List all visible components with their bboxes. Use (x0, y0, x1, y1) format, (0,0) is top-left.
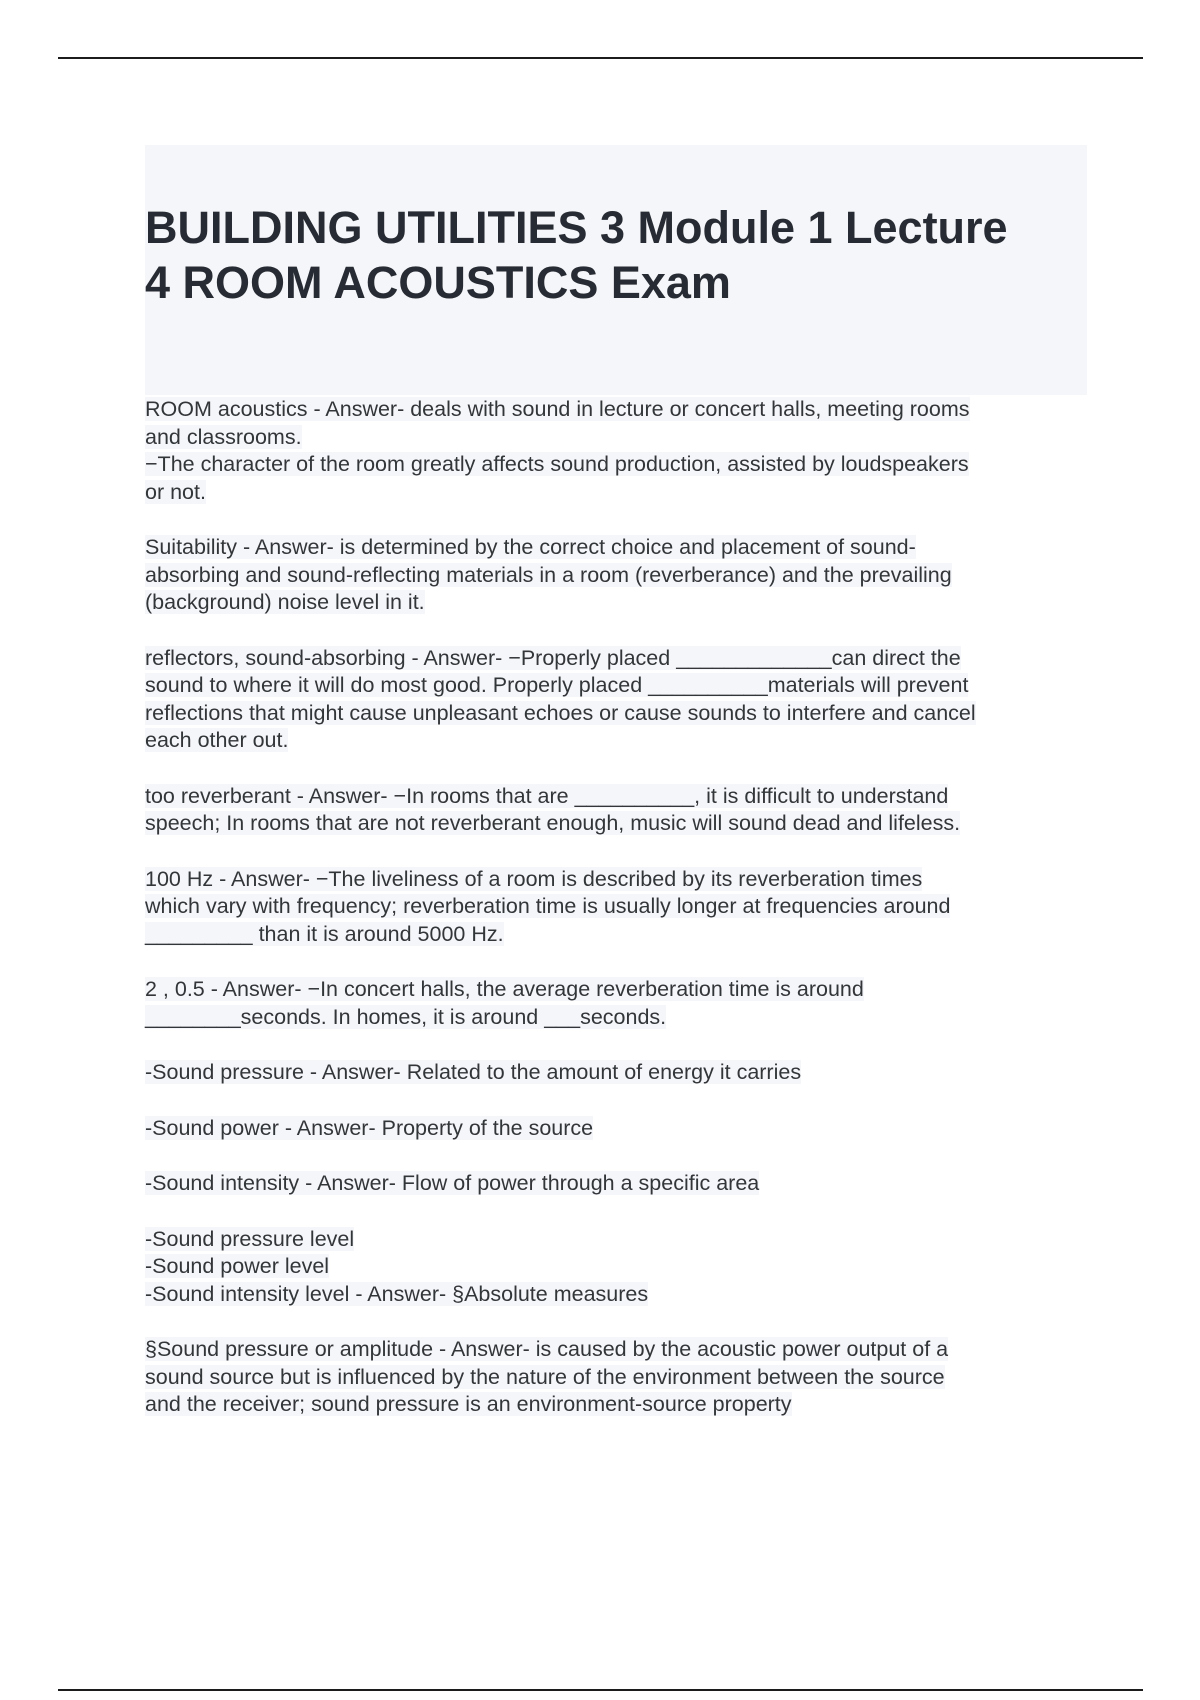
entry-text-line: 100 Hz - Answer- −The liveliness of a room is described by its reverberation times (145, 866, 923, 891)
entry-text-line: too reverberant - Answer- −In rooms that are __________, it is difficult to understand (145, 783, 949, 808)
qa-entry (145, 396, 1087, 506)
entry-text-line: §Sound pressure or amplitude - Answer- is caused by the acoustic power output of a (145, 1337, 949, 1361)
entry-text-line: −The character of the room greatly affects sound production, assisted by loudspeakers (145, 452, 969, 476)
entry-text-line: ROOM acoustics - Answer- deals with sound in lecture or concert halls, meeting rooms (145, 397, 970, 421)
qa-entry (145, 1170, 1087, 1198)
entry-text-line: reflections that might cause unpleasant echoes or cause sounds to interfere and cancel (145, 700, 976, 725)
entry-text-line: or not. (145, 479, 206, 504)
qa-entry (145, 1059, 1087, 1087)
entry-text-line: -Sound pressure - Answer- Related to the amount of energy it carries (145, 1060, 802, 1084)
entry-text-line: (background) noise level in it. (145, 590, 425, 614)
entry-text-line: 2 , 0.5 - Answer- −In concert halls, the average reverberation time is around (145, 977, 864, 1001)
entry-text-line: sound to where it will do most good. Properly placed __________materials will prevent (145, 673, 969, 697)
entry-text-line: sound source but is influenced by the nature of the environment between the source (145, 1364, 945, 1389)
title-line: 4 ROOM ACOUSTICS Exam (145, 257, 731, 308)
entry-text-line: -Sound intensity - Answer- Flow of power through a specific area (145, 1171, 760, 1195)
qa-entry (145, 1115, 1087, 1143)
entry-text-line: and classrooms. (145, 424, 302, 449)
entry-text-line: reflectors, sound-absorbing - Answer- −Properly placed _____________can direct the (145, 645, 961, 670)
qa-entry (145, 1336, 1087, 1419)
title-line: BUILDING UTILITIES 3 Module 1 Lecture (145, 202, 1008, 253)
qa-entry (145, 783, 1087, 838)
entry-text-line: -Sound intensity level - Answer- §Absolute measures (145, 1281, 649, 1306)
qa-entry (145, 645, 1087, 755)
entry-text-line: _________ than it is around 5000 Hz. (145, 921, 504, 946)
entry-text-line: -Sound power - Answer- Property of the source (145, 1115, 594, 1140)
entry-text-line: -Sound power level (145, 1254, 330, 1278)
entry-text-line: Suitability - Answer- is determined by the correct choice and placement of sound- (145, 535, 916, 559)
entry-text-line: each other out. (145, 728, 289, 752)
top-rule (58, 57, 1143, 59)
qa-list (145, 396, 1087, 1447)
title-block (145, 145, 1087, 395)
entry-text-line: and the receiver; sound pressure is an environment-source property (145, 1392, 792, 1416)
qa-entry (145, 976, 1087, 1031)
entry-text-line: ________seconds. In homes, it is around ___seconds. (145, 1004, 667, 1029)
entry-text-line: which vary with frequency; reverberation time is usually longer at frequencies around (145, 894, 951, 918)
entry-text-line: absorbing and sound-reflecting materials in a room (reverberance) and the prevailing (145, 562, 952, 587)
qa-entry (145, 866, 1087, 949)
document-title (145, 200, 1087, 310)
bottom-rule (58, 1689, 1143, 1691)
qa-entry (145, 1226, 1087, 1309)
qa-entry (145, 534, 1087, 617)
entry-text-line: speech; In rooms that are not reverberant enough, music will sound dead and lifeless. (145, 811, 961, 835)
entry-text-line: -Sound pressure level (145, 1226, 355, 1251)
